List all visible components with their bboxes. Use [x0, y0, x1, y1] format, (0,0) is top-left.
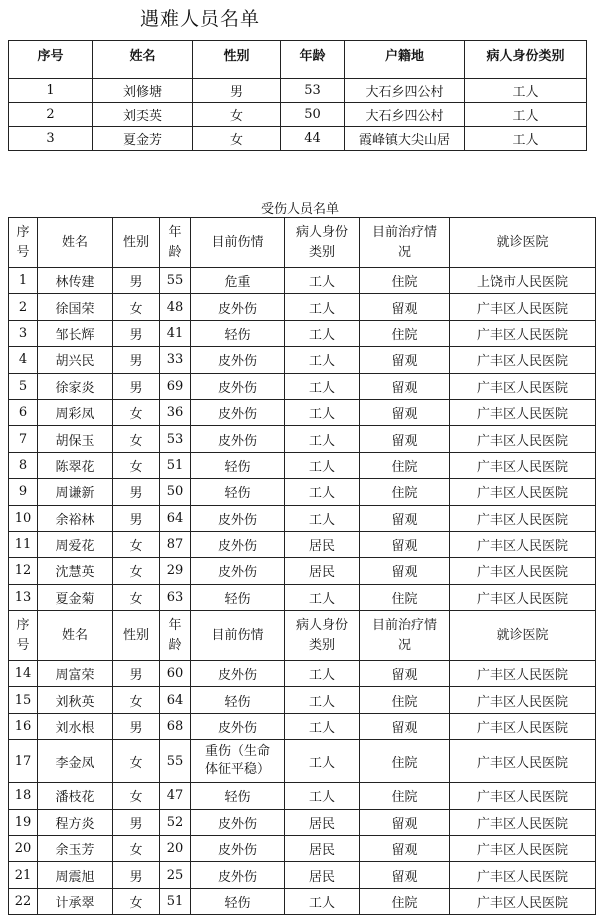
- cell-hospital: 广丰区人民医院: [450, 531, 596, 557]
- col-header-injury: 目前伤情: [191, 611, 285, 661]
- cell-identity: 居民: [285, 862, 360, 888]
- cell-identity: 工人: [465, 127, 587, 151]
- cell-identity: 居民: [285, 836, 360, 862]
- cell-injury: 皮外伤: [191, 294, 285, 320]
- col-header-age: 年龄: [281, 41, 345, 79]
- col-header-age: 年 龄: [160, 611, 191, 661]
- cell-index: 7: [9, 426, 38, 452]
- cell-gender: 男: [113, 862, 160, 888]
- cell-name: 夏金芳: [93, 127, 193, 151]
- cell-name: 潘枝花: [38, 783, 113, 809]
- cell-name: 胡保玉: [38, 426, 113, 452]
- cell-index: 4: [9, 347, 38, 373]
- cell-injury: 皮外伤: [191, 426, 285, 452]
- injured-row: [9, 479, 596, 505]
- cell-hospital: 广丰区人民医院: [450, 836, 596, 862]
- cell-treatment: 留观: [360, 373, 450, 399]
- cell-index: 2: [9, 103, 93, 127]
- cell-identity: 工人: [285, 783, 360, 809]
- col-header-gender: 性别: [113, 611, 160, 661]
- col-header-gender: 性别: [113, 218, 160, 268]
- deceased-list-title: 遇难人员名单: [139, 8, 260, 30]
- cell-index: 8: [9, 452, 38, 478]
- col-header-hospital: 就诊医院: [450, 218, 596, 268]
- cell-treatment: 住院: [360, 268, 450, 294]
- cell-hospital: 广丰区人民医院: [450, 809, 596, 835]
- cell-name: 李金凤: [38, 740, 113, 783]
- cell-injury: 轻伤: [191, 584, 285, 610]
- col-header-identity: 病人身份 类别: [285, 218, 360, 268]
- cell-gender: 男: [113, 320, 160, 346]
- cell-index: 18: [9, 783, 38, 809]
- cell-injury: 皮外伤: [191, 399, 285, 425]
- cell-hospital: 广丰区人民医院: [450, 783, 596, 809]
- cell-identity: 工人: [285, 740, 360, 783]
- cell-age: 51: [160, 888, 191, 914]
- cell-hospital: 广丰区人民医院: [450, 713, 596, 739]
- cell-gender: 女: [113, 558, 160, 584]
- cell-identity: 工人: [285, 347, 360, 373]
- deceased-table: [8, 40, 587, 151]
- cell-age: 51: [160, 452, 191, 478]
- cell-name: 沈慧英: [38, 558, 113, 584]
- cell-hospital: 广丰区人民医院: [450, 687, 596, 713]
- cell-hospital: 广丰区人民医院: [450, 320, 596, 346]
- cell-treatment: 留观: [360, 661, 450, 687]
- injured-table: [8, 217, 596, 915]
- cell-gender: 男: [113, 713, 160, 739]
- cell-identity: 工人: [285, 888, 360, 914]
- cell-index: 20: [9, 836, 38, 862]
- injured-row: [9, 713, 596, 739]
- col-header-index: 序 号: [9, 611, 38, 661]
- cell-treatment: 住院: [360, 584, 450, 610]
- cell-injury: 皮外伤: [191, 661, 285, 687]
- col-header-index: 序号: [9, 41, 93, 79]
- cell-hospital: 广丰区人民医院: [450, 347, 596, 373]
- cell-identity: 居民: [285, 809, 360, 835]
- cell-hospital: 广丰区人民医院: [450, 888, 596, 914]
- cell-name: 刘修塘: [93, 79, 193, 103]
- col-header-treatment: 目前治疗情 况: [360, 218, 450, 268]
- cell-age: 87: [160, 531, 191, 557]
- cell-hometown: 霞峰镇大尖山居: [345, 127, 465, 151]
- cell-identity: 工人: [285, 268, 360, 294]
- cell-treatment: 留观: [360, 505, 450, 531]
- cell-treatment: 留观: [360, 809, 450, 835]
- cell-age: 20: [160, 836, 191, 862]
- col-header-age: 年 龄: [160, 218, 191, 268]
- cell-injury: 皮外伤: [191, 373, 285, 399]
- cell-index: 1: [9, 268, 38, 294]
- cell-treatment: 留观: [360, 294, 450, 320]
- cell-gender: 女: [113, 740, 160, 783]
- cell-hospital: 广丰区人民医院: [450, 558, 596, 584]
- cell-name: 周震旭: [38, 862, 113, 888]
- cell-injury: 皮外伤: [191, 862, 285, 888]
- injured-row: [9, 399, 596, 425]
- cell-injury: 皮外伤: [191, 505, 285, 531]
- cell-gender: 女: [193, 127, 281, 151]
- cell-hospital: 广丰区人民医院: [450, 661, 596, 687]
- cell-treatment: 留观: [360, 399, 450, 425]
- injured-row: [9, 426, 596, 452]
- cell-treatment: 留观: [360, 836, 450, 862]
- injured-row: [9, 505, 596, 531]
- injured-header-row: [9, 611, 596, 661]
- deceased-row: [9, 103, 587, 127]
- cell-gender: 女: [113, 294, 160, 320]
- cell-treatment: 留观: [360, 347, 450, 373]
- injured-row: [9, 268, 596, 294]
- cell-gender: 女: [113, 888, 160, 914]
- cell-injury: 皮外伤: [191, 347, 285, 373]
- cell-index: 9: [9, 479, 38, 505]
- col-header-injury: 目前伤情: [191, 218, 285, 268]
- cell-gender: 男: [113, 661, 160, 687]
- cell-treatment: 住院: [360, 888, 450, 914]
- cell-hospital: 广丰区人民医院: [450, 294, 596, 320]
- cell-injury: 皮外伤: [191, 558, 285, 584]
- cell-hospital: 广丰区人民医院: [450, 862, 596, 888]
- cell-treatment: 留观: [360, 558, 450, 584]
- cell-identity: 工人: [285, 426, 360, 452]
- cell-name: 陈翠花: [38, 452, 113, 478]
- cell-gender: 男: [113, 479, 160, 505]
- col-header-identity: 病人身份 类别: [285, 611, 360, 661]
- cell-age: 60: [160, 661, 191, 687]
- cell-age: 50: [160, 479, 191, 505]
- cell-identity: 工人: [285, 687, 360, 713]
- cell-age: 41: [160, 320, 191, 346]
- cell-age: 52: [160, 809, 191, 835]
- cell-injury: 轻伤: [191, 783, 285, 809]
- cell-name: 周富荣: [38, 661, 113, 687]
- cell-age: 50: [281, 103, 345, 127]
- injured-row: [9, 661, 596, 687]
- cell-index: 22: [9, 888, 38, 914]
- cell-gender: 男: [113, 347, 160, 373]
- col-header-name: 姓名: [38, 611, 113, 661]
- injured-row: [9, 888, 596, 914]
- cell-name: 刘奀英: [93, 103, 193, 127]
- cell-age: 53: [281, 79, 345, 103]
- cell-name: 余玉芳: [38, 836, 113, 862]
- cell-name: 邹长辉: [38, 320, 113, 346]
- cell-name: 刘水根: [38, 713, 113, 739]
- cell-index: 2: [9, 294, 38, 320]
- cell-hospital: 上饶市人民医院: [450, 268, 596, 294]
- cell-identity: 工人: [285, 713, 360, 739]
- cell-treatment: 留观: [360, 713, 450, 739]
- cell-gender: 女: [113, 426, 160, 452]
- cell-hospital: 广丰区人民医院: [450, 399, 596, 425]
- injured-row: [9, 836, 596, 862]
- cell-index: 1: [9, 79, 93, 103]
- cell-name: 夏金菊: [38, 584, 113, 610]
- injured-row: [9, 347, 596, 373]
- cell-treatment: 住院: [360, 320, 450, 346]
- cell-gender: 男: [113, 373, 160, 399]
- cell-gender: 男: [113, 809, 160, 835]
- cell-name: 周谦新: [38, 479, 113, 505]
- cell-identity: 工人: [285, 452, 360, 478]
- cell-identity: 居民: [285, 558, 360, 584]
- cell-index: 3: [9, 127, 93, 151]
- cell-identity: 工人: [285, 505, 360, 531]
- cell-index: 16: [9, 713, 38, 739]
- cell-age: 64: [160, 505, 191, 531]
- cell-injury: 轻伤: [191, 320, 285, 346]
- cell-injury: 轻伤: [191, 452, 285, 478]
- cell-age: 55: [160, 740, 191, 783]
- cell-injury: 轻伤: [191, 687, 285, 713]
- cell-injury: 危重: [191, 268, 285, 294]
- cell-identity: 工人: [285, 661, 360, 687]
- cell-index: 6: [9, 399, 38, 425]
- cell-age: 63: [160, 584, 191, 610]
- cell-gender: 男: [113, 505, 160, 531]
- cell-hometown: 大石乡四公村: [345, 79, 465, 103]
- col-header-index: 序 号: [9, 218, 38, 268]
- injured-list-title: 受伤人员名单: [260, 202, 339, 217]
- cell-index: 3: [9, 320, 38, 346]
- cell-name: 计承翠: [38, 888, 113, 914]
- cell-hospital: 广丰区人民医院: [450, 479, 596, 505]
- cell-injury: 重伤（生命 体征平稳）: [191, 740, 285, 783]
- cell-gender: 女: [113, 399, 160, 425]
- cell-identity: 工人: [285, 320, 360, 346]
- cell-gender: 女: [113, 783, 160, 809]
- injured-row: [9, 584, 596, 610]
- cell-name: 林传建: [38, 268, 113, 294]
- cell-age: 47: [160, 783, 191, 809]
- cell-gender: 女: [113, 452, 160, 478]
- cell-index: 17: [9, 740, 38, 783]
- cell-age: 29: [160, 558, 191, 584]
- cell-identity: 工人: [285, 294, 360, 320]
- cell-treatment: 住院: [360, 687, 450, 713]
- cell-index: 19: [9, 809, 38, 835]
- deceased-header-row: [9, 41, 587, 79]
- cell-name: 程方炎: [38, 809, 113, 835]
- cell-index: 10: [9, 505, 38, 531]
- cell-treatment: 留观: [360, 531, 450, 557]
- cell-identity: 工人: [285, 584, 360, 610]
- col-header-name: 姓名: [93, 41, 193, 79]
- cell-hospital: 广丰区人民医院: [450, 373, 596, 399]
- cell-identity: 工人: [285, 399, 360, 425]
- injured-row: [9, 320, 596, 346]
- cell-name: 徐国荣: [38, 294, 113, 320]
- cell-hospital: 广丰区人民医院: [450, 426, 596, 452]
- cell-name: 余裕林: [38, 505, 113, 531]
- cell-hospital: 广丰区人民医院: [450, 740, 596, 783]
- cell-age: 44: [281, 127, 345, 151]
- cell-hospital: 广丰区人民医院: [450, 505, 596, 531]
- deceased-row: [9, 79, 587, 103]
- cell-gender: 女: [113, 531, 160, 557]
- cell-name: 徐家炎: [38, 373, 113, 399]
- cell-index: 21: [9, 862, 38, 888]
- cell-identity: 工人: [285, 479, 360, 505]
- cell-gender: 女: [113, 687, 160, 713]
- col-header-treatment: 目前治疗情 况: [360, 611, 450, 661]
- col-header-hometown: 户籍地: [345, 41, 465, 79]
- cell-identity: 工人: [285, 373, 360, 399]
- cell-injury: 皮外伤: [191, 713, 285, 739]
- cell-age: 68: [160, 713, 191, 739]
- cell-hometown: 大石乡四公村: [345, 103, 465, 127]
- cell-gender: 女: [193, 103, 281, 127]
- cell-index: 13: [9, 584, 38, 610]
- cell-injury: 轻伤: [191, 888, 285, 914]
- cell-treatment: 留观: [360, 426, 450, 452]
- cell-injury: 轻伤: [191, 479, 285, 505]
- injured-row: [9, 531, 596, 557]
- cell-treatment: 住院: [360, 740, 450, 783]
- cell-index: 12: [9, 558, 38, 584]
- injured-row: [9, 740, 596, 783]
- cell-name: 刘秋英: [38, 687, 113, 713]
- cell-treatment: 住院: [360, 479, 450, 505]
- cell-hospital: 广丰区人民医院: [450, 452, 596, 478]
- injured-row: [9, 687, 596, 713]
- cell-name: 周彩凤: [38, 399, 113, 425]
- cell-index: 5: [9, 373, 38, 399]
- injured-row: [9, 558, 596, 584]
- col-header-identity: 病人身份类别: [465, 41, 587, 79]
- cell-age: 69: [160, 373, 191, 399]
- cell-age: 25: [160, 862, 191, 888]
- cell-name: 周爱花: [38, 531, 113, 557]
- cell-age: 64: [160, 687, 191, 713]
- cell-age: 36: [160, 399, 191, 425]
- cell-injury: 皮外伤: [191, 836, 285, 862]
- cell-treatment: 留观: [360, 862, 450, 888]
- cell-age: 33: [160, 347, 191, 373]
- deceased-row: [9, 127, 587, 151]
- cell-index: 11: [9, 531, 38, 557]
- injured-row: [9, 862, 596, 888]
- cell-name: 胡兴民: [38, 347, 113, 373]
- cell-identity: 工人: [465, 103, 587, 127]
- injured-row: [9, 294, 596, 320]
- injured-row: [9, 809, 596, 835]
- cell-identity: 居民: [285, 531, 360, 557]
- cell-treatment: 住院: [360, 783, 450, 809]
- cell-index: 15: [9, 687, 38, 713]
- col-header-gender: 性别: [193, 41, 281, 79]
- injured-row: [9, 373, 596, 399]
- cell-gender: 男: [193, 79, 281, 103]
- cell-age: 55: [160, 268, 191, 294]
- cell-index: 14: [9, 661, 38, 687]
- cell-gender: 女: [113, 836, 160, 862]
- cell-identity: 工人: [465, 79, 587, 103]
- cell-injury: 皮外伤: [191, 809, 285, 835]
- cell-injury: 皮外伤: [191, 531, 285, 557]
- col-header-hospital: 就诊医院: [450, 611, 596, 661]
- cell-hospital: 广丰区人民医院: [450, 584, 596, 610]
- injured-header-row: [9, 218, 596, 268]
- cell-gender: 男: [113, 268, 160, 294]
- cell-age: 53: [160, 426, 191, 452]
- cell-treatment: 住院: [360, 452, 450, 478]
- injured-row: [9, 452, 596, 478]
- cell-gender: 女: [113, 584, 160, 610]
- cell-age: 48: [160, 294, 191, 320]
- injured-row: [9, 783, 596, 809]
- col-header-name: 姓名: [38, 218, 113, 268]
